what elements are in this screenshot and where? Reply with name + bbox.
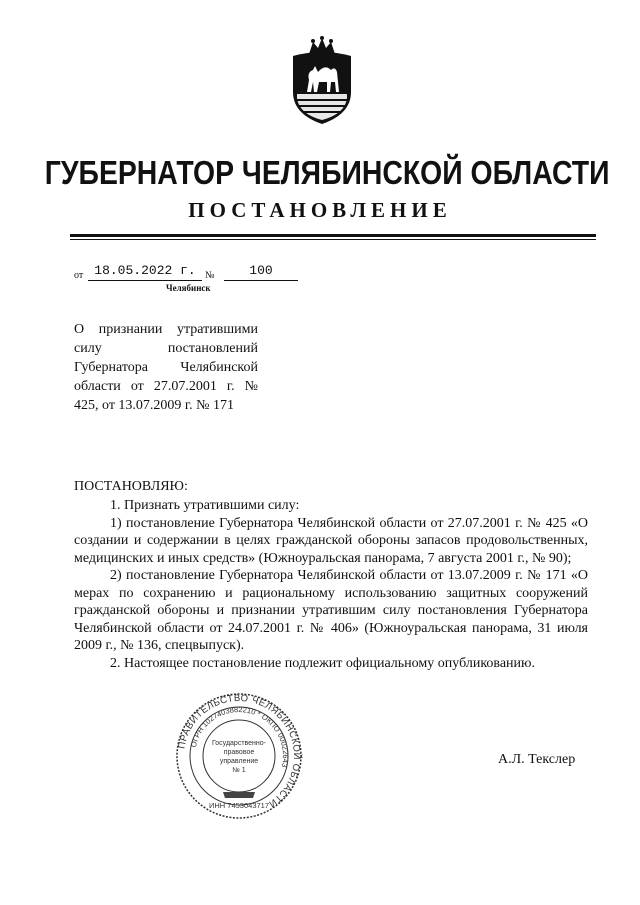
signature-scribble-icon xyxy=(223,792,255,798)
stamp-center-line-1: Государственно- xyxy=(211,740,267,747)
stamp-inn-text: ИНН 7453043717 xyxy=(208,801,270,810)
stamp-outer-text: ПРАВИТЕЛЬСТВО ЧЕЛЯБИНСКОЙ ОБЛАСТИ xyxy=(176,692,303,810)
paragraph-2: 2. Настоящее постановление подлежит официальному опубликованию. xyxy=(110,655,535,671)
stamp-center-line-3: управление xyxy=(219,758,259,765)
document-subject: О признании утратившими силу постановлений Губернатора Челябинской области от 27.07.2001 г. № 425, от 13.07.2009 г. № 171 xyxy=(74,322,258,413)
authority-title: ГУБЕРНАТОР ЧЕЛЯБИНСКОЙ ОБЛАСТИ xyxy=(44,154,610,191)
paragraph-1-1: 1) постановление Губернатора Челябинской области от 27.07.2001 г. № 425 «О создании и содержании в целях гражданской обороны запасов продовольственных, медицинских и иных средств» (Южноуральская панорама, 7 августа 2001 г., № 90); xyxy=(74,515,588,566)
document-number: 100 xyxy=(224,263,298,281)
paragraph-1-2: 2) постановление Губернатора Челябинской области от 13.07.2009 г. № 171 «О мерах по сохранению и рациональному использованию защитных сооружений гражданской обороны и признании утратившим силу постановления Губернатора Челябинской области от 24.07.2001 г. № 406» (Южноуральская панорама, 31 июля 2009 г., № 136, спецвыпуск). xyxy=(74,568,588,653)
header-divider-thick xyxy=(70,234,596,237)
coat-of-arms-emblem xyxy=(287,36,357,126)
document-date: 18.05.2022 г. xyxy=(88,263,202,281)
decree-word: ПОСТАНОВЛЯЮ: xyxy=(74,479,188,494)
document-body xyxy=(74,497,588,672)
header-divider-thin xyxy=(70,239,596,240)
stamp-center-line-4: № 1 xyxy=(232,767,246,774)
from-label: от xyxy=(74,270,84,281)
paragraph-1: 1. Признать утратившими силу: xyxy=(110,498,300,513)
stamp-inner-ring-text: ОГРН 1027403882210 * ОКПО 00022643 xyxy=(188,704,291,769)
governor-signature: А.Л. Текслер xyxy=(498,752,576,767)
city-name: Челябинск xyxy=(166,283,211,293)
stamp-center-line-2: правовое xyxy=(223,749,255,756)
official-stamp xyxy=(175,692,303,820)
number-label: № xyxy=(205,270,215,281)
document-type: ПОСТАНОВЛЕНИЕ xyxy=(188,198,452,222)
